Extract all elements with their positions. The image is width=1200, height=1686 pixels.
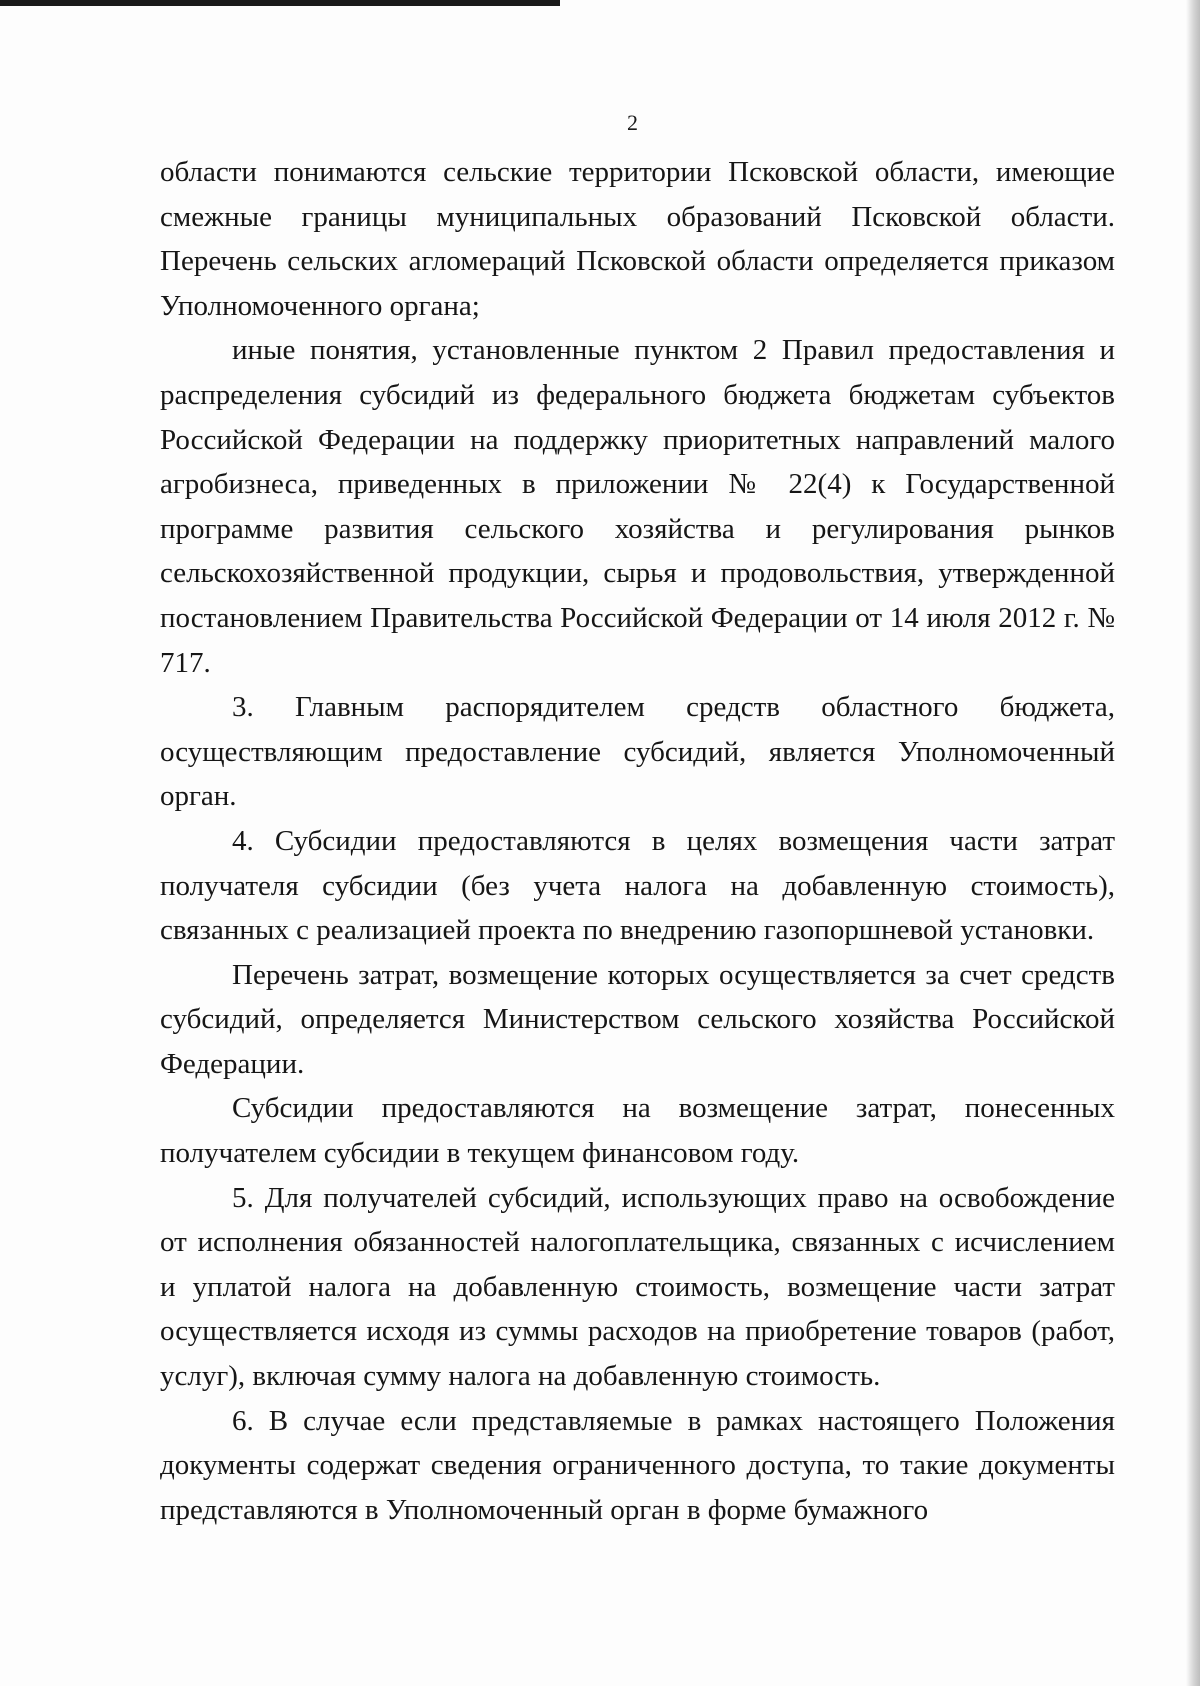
paragraph-agglomeration-definition: области понимаются сельские территории Псковской области, имеющие смежные границы муниципальных образований Псковской области. Перечень сельских агломераций Псковской области определяется приказом Уполномоченного органа; (160, 156, 1115, 322)
scan-right-edge (1186, 0, 1200, 1686)
scan-top-edge (0, 0, 560, 6)
paragraph-3-main-manager: 3. Главным распорядителем средств областного бюджета, осуществляющим предоставление субсидий, является Уполномоченный орган. (160, 691, 1115, 813)
paragraph-6-restricted-documents: 6. В случае если представляемые в рамках настоящего Положения документы содержат сведения ограниченного доступа, то такие документы представляются в Уполномоченный орган в форме бумажного (160, 1404, 1115, 1526)
document-body (160, 150, 1115, 1532)
paragraph-5-vat-exempt: 5. Для получателей субсидий, использующих право на освобождение от исполнения обязанностей налогоплательщика, связанных с исчислением и уплатой налога на добавленную стоимость, возмещение части затрат осуществляется исходя из суммы расходов на приобретение товаров (работ, услуг), включая сумму налога на добавленную стоимость. (160, 1181, 1115, 1393)
page-number: 2 (627, 110, 638, 135)
paragraph-other-concepts: иные понятия, установленные пунктом 2 Правил предоставления и распределения субсидий из федерального бюджета бюджетам субъектов Российской Федерации на поддержку приоритетных направлений малого агробизнеса, приведенных в приложении № 22(4) к Государственной программе развития сельского хозяйства и регулирования рынков сельскохозяйственной продукции, сырья и продовольствия, утвержденной постановлением Правительства Российской Федерации от 14 июля 2012 г. № 717. (160, 334, 1115, 679)
paragraph-cost-list: Перечень затрат, возмещение которых осуществляется за счет средств субсидий, определяется Министерством сельского хозяйства Российской Федерации. (160, 958, 1115, 1080)
paragraph-current-year-costs: Субсидии предоставляются на возмещение затрат, понесенных получателем субсидии в текущем финансовом году. (160, 1092, 1115, 1170)
paragraph-4-subsidy-purpose: 4. Субсидии предоставляются в целях возмещения части затрат получателя субсидии (без учета налога на добавленную стоимость), связанных с реализацией проекта по внедрению газопоршневой установки. (160, 824, 1115, 947)
